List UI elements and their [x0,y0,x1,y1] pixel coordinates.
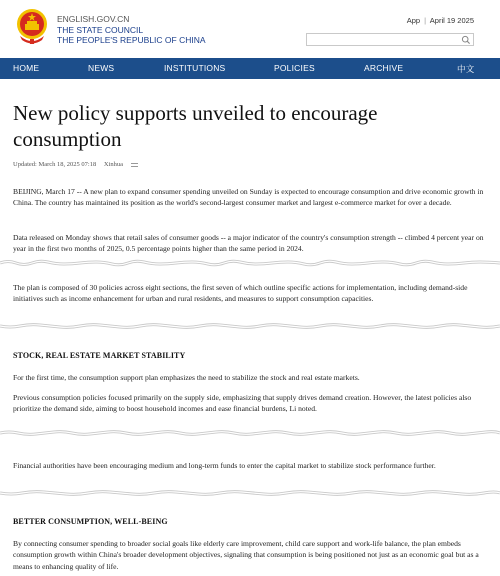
nav-archive[interactable]: ARCHIVE [364,63,404,73]
paragraph-2: Data released on Monday shows that retail sales of consumer goods -- a major indicator of the country's consumption strength -- climbed 4 percent year on year in the first two months of 2025, 0.5 percentage points higher than the same period in 2024. [13,233,484,254]
paragraph-1: BEIJING, March 17 -- A new plan to expand consumer spending unveiled on Sunday is expected to encourage consumption and drive economic growth in China. The country has maintained its position as the world's second-largest consumer market and largest e-commerce market for over a decade. [13,187,484,208]
search-icon[interactable] [461,35,471,45]
torn-edge-divider [0,321,500,331]
site-country: THE PEOPLE'S REPUBLIC OF CHINA [57,35,206,45]
site-name[interactable] [57,14,206,46]
section-heading-stock: STOCK, REAL ESTATE MARKET STABILITY [13,351,186,360]
article-updated: Updated: March 18, 2025 07:18 [13,161,97,168]
nav-policies[interactable]: POLICIES [274,63,315,73]
site-council: THE STATE COUNCIL [57,24,144,35]
main-nav [0,58,500,79]
nav-home[interactable]: HOME [13,63,40,73]
torn-edge-divider [0,428,500,438]
header-separator: | [424,16,427,25]
paragraph-7: By connecting consumer spending to broader social goals like elderly care improvement, child care support and work-life balance, the plan embeds consumption growth within China's broader development objectives, signaling that consumption is being positioned not just as an economic goal but as a means to enhancing quality of life. [13,539,479,571]
section-heading-consumption: BETTER CONSUMPTION, WELL-BEING [13,517,168,526]
header-utility [407,16,474,25]
app-link[interactable]: App [406,16,421,25]
paragraph-4: For the first time, the consumption support plan emphasizes the need to stabilize the stock and real estate markets. [13,373,360,382]
article-meta [13,161,138,168]
article-title: New policy supports unveiled to encourage consumption [13,101,378,151]
article-source: Xinhua [103,161,123,168]
nav-institutions[interactable]: INSTITUTIONS [164,63,226,73]
header-date: April 19 2025 [429,16,474,25]
site-domain: ENGLISH.GOV.CN [57,14,130,24]
nav-news[interactable]: NEWS [88,63,115,73]
nav-chinese[interactable]: 中文 [457,64,475,74]
search-input[interactable] [306,33,474,46]
share-icon[interactable] [131,163,138,167]
torn-edge-divider [0,488,500,498]
site-header [0,0,500,58]
national-emblem-icon[interactable] [14,6,50,46]
paragraph-5: Previous consumption policies focused primarily on the supply side, emphasizing that supply drives demand creation. However, the latest policies also prioritize the demand side, aiming to boost household incomes and ease financial burdens, Li noted. [13,393,472,414]
paragraph-3: The plan is composed of 30 policies across eight sections, the first seven of which outline specific actions for implementation, including demand-side initiatives such as income enhancement for urban and rural residents, and measures to support consumption capacities. [13,283,468,304]
paragraph-6: Financial authorities have been encouraging medium and long-term funds to enter the capital market to stabilize stock performance further. [13,461,436,470]
torn-edge-divider [0,258,500,268]
